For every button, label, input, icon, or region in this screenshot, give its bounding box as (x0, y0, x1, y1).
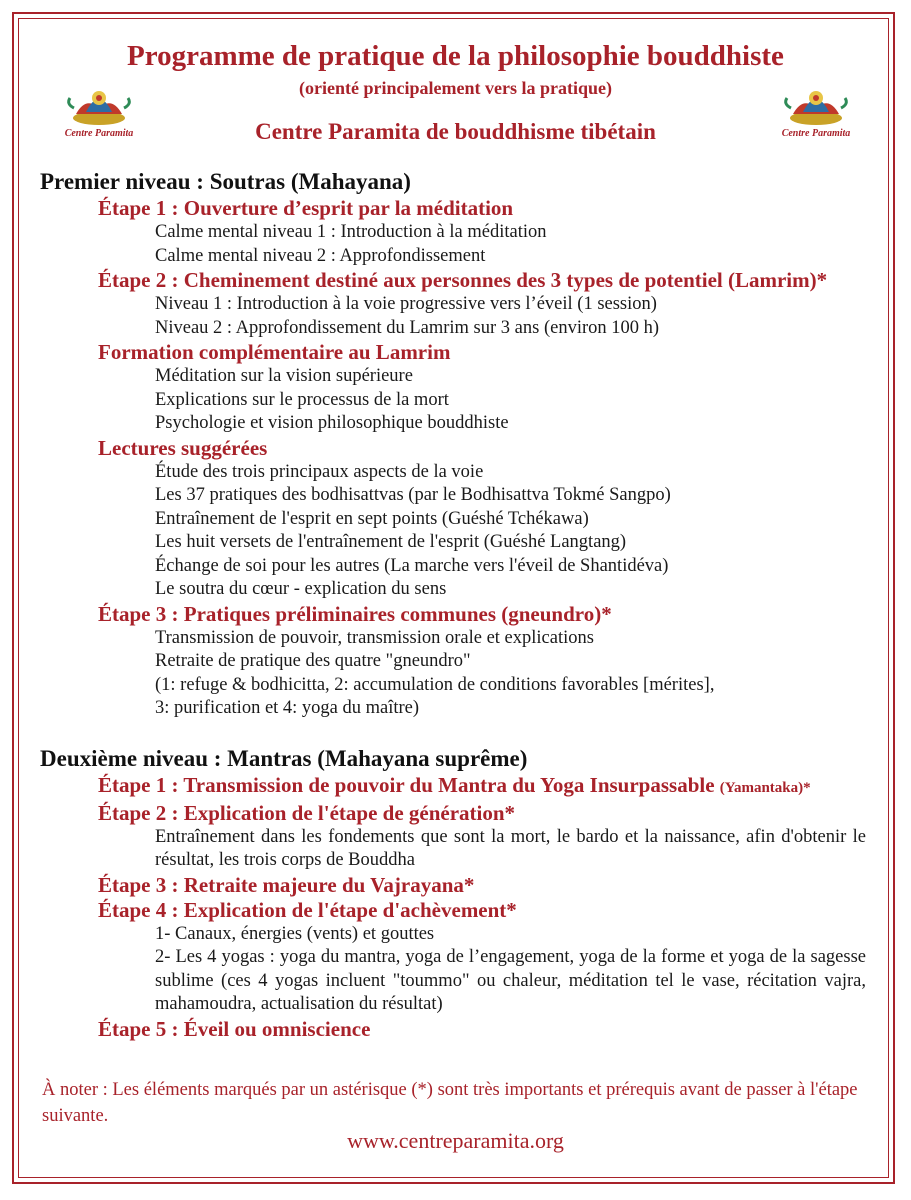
level1-title: Premier niveau : Soutras (Mahayana) (40, 169, 411, 194)
level2-stage1-label: Étape 1 : Transmission de pouvoir du Mantra du Yoga Insurpassable (98, 772, 715, 797)
list-item: Transmission de pouvoir, transmission orale et explications (155, 627, 594, 648)
list-item: Étude des trois principaux aspects de la voie (155, 461, 484, 482)
list-item: Entraînement de l'esprit en sept points (Guéshé Tchékawa) (155, 508, 589, 529)
level1-stage2-title: Étape 2 : Cheminement destiné aux personnes des 3 types de potentiel (Lamrim)* (98, 268, 828, 292)
list-item: Calme mental niveau 1 : Introduction à la méditation (155, 222, 547, 242)
list-item: Retraite de pratique des quatre "gneundro" (155, 651, 471, 671)
list-item: Psychologie et vision philosophique bouddhiste (155, 413, 509, 433)
level2-stage1-suffix: (Yamantaka)* (719, 779, 811, 796)
suggested-readings-title: Lectures suggérées (98, 435, 268, 460)
level2-stage2-title: Étape 2 : Explication de l'étape de génération* (98, 800, 516, 825)
list-item: Les huit versets de l'entraînement de l'esprit (Guéshé Langtang) (155, 532, 627, 552)
footnote: À noter : Les éléments marqués par un astérisque (*) sont très importants et prérequis avant de passer à l'étape suivante. (42, 1080, 858, 1126)
list-item: 3: purification et 4: yoga du maître) (155, 698, 420, 718)
level1-stage1-title: Étape 1 : Ouverture d’esprit par la méditation (98, 196, 514, 220)
level2-stage2-text: Entraînement dans les fondements que sont la mort, le bardo et la naissance, afin d'obtenir le résultat, les trois corps de Bouddha (155, 826, 866, 870)
list-item: Les 37 pratiques des bodhisattvas (par le Bodhisattva Tokmé Sangpo) (155, 485, 671, 505)
level1-stage3-title: Étape 3 : Pratiques préliminaires communes (gneundro)* (98, 601, 612, 626)
list-item: 1- Canaux, énergies (vents) et gouttes (155, 923, 435, 944)
lotus-emblem-icon (773, 78, 859, 128)
center-name: Centre Paramita de bouddhisme tibétain (255, 119, 656, 144)
list-item: Échange de soi pour les autres (La marche vers l'éveil de Shantidéva) (155, 555, 669, 576)
list-item: Niveau 2 : Approfondissement du Lamrim sur 3 ans (environ 100 h) (155, 317, 660, 338)
section-spacer (40, 721, 866, 745)
complementary-training-title: Formation complémentaire au Lamrim (98, 340, 451, 364)
list-item: Explications sur le processus de la mort (155, 389, 449, 410)
program-content (40, 168, 866, 1042)
list-item: Niveau 1 : Introduction à la voie progressive vers l’éveil (1 session) (155, 294, 657, 314)
level2-title: Deuxième niveau : Mantras (Mahayana suprême) (40, 745, 528, 771)
logo-label: Centre Paramita (64, 128, 134, 139)
level2-stage3-title: Étape 3 : Retraite majeure du Vajrayana* (98, 872, 475, 897)
level2-stage1-title (98, 773, 866, 801)
page-title: Programme de pratique de la philosophie bouddhiste (127, 40, 784, 72)
level2-stage4-title: Étape 4 : Explication de l'étape d'achèvement* (98, 897, 517, 922)
list-item: (1: refuge & bodhicitta, 2: accumulation de conditions favorables [mérites], (155, 674, 715, 695)
website-link[interactable]: www.centreparamita.org (347, 1128, 564, 1153)
lotus-emblem-icon (56, 78, 142, 128)
page-subtitle: (orienté principalement vers la pratique) (299, 78, 612, 98)
list-item: Calme mental niveau 2 : Approfondissement (155, 245, 486, 266)
list-item: Le soutra du cœur - explication du sens (155, 579, 447, 599)
center-logo-left (56, 78, 142, 150)
logo-label: Centre Paramita (781, 128, 851, 139)
list-item: Méditation sur la vision supérieure (155, 366, 413, 386)
list-item: 2- Les 4 yogas : yoga du mantra, yoga de l’engagement, yoga de la forme et yoga de la sagesse sublime (ces 4 yogas incluent "toummo" ou chaleur, méditation tel le vase, récitation vajra, mahamoudra, actualisation du résultat) (155, 947, 866, 1014)
level2-stage5-title: Étape 5 : Éveil ou omniscience (98, 1016, 371, 1041)
center-logo-right (773, 78, 859, 150)
